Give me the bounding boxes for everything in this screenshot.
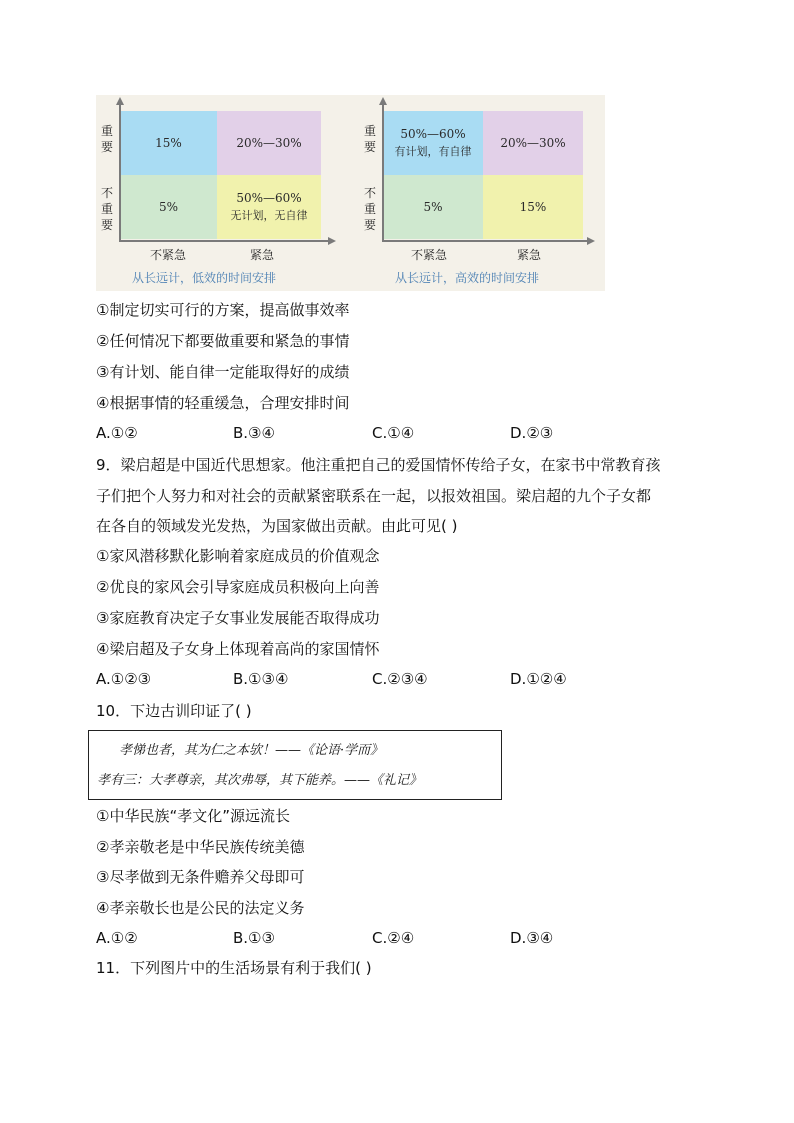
y-label-important: 重要: [100, 124, 113, 154]
q9-stem-line-3: 在各自的领域发光发热，为国家做出贡献。由此可见( ): [96, 517, 458, 535]
y-label-not-important: 不重要: [100, 186, 113, 232]
y-axis: [382, 103, 384, 242]
q8-option-c[interactable]: C.①④: [372, 424, 415, 442]
x-axis: [119, 240, 329, 242]
q8-option-a[interactable]: A.①②: [96, 424, 138, 442]
panel-caption: 从长远计，低效的时间安排: [132, 271, 277, 285]
q11-stem: 11．下列图片中的生活场景有利于我们( ): [96, 959, 372, 977]
panel-caption: 从长远计，高效的时间安排: [395, 271, 540, 285]
q8-statement-2: ②任何情况下都要做重要和紧急的事情: [96, 332, 350, 350]
q10-option-d[interactable]: D.③④: [510, 929, 554, 947]
quadrant-value: 5%: [423, 200, 443, 214]
x-label-not-urgent: 不紧急: [150, 248, 187, 262]
quote-lunyu: 孝悌也者，其为仁之本欤！——《论语·学而》: [119, 743, 384, 758]
q8-option-b[interactable]: B.③④: [233, 424, 275, 442]
q9-option-b[interactable]: B.①③④: [233, 670, 289, 688]
quote-liji: 孝有三：大孝尊亲，其次弗辱，其下能养。——《礼记》: [97, 773, 423, 788]
time-management-figure: [96, 95, 605, 291]
quadrant-not-important-not-urgent: [383, 175, 483, 239]
q9-stem-line-1: 9．梁启超是中国近代思想家。他注重把自己的爱国情怀传给子女，在家书中常教育孩: [96, 456, 661, 474]
quadrant-value: 15%: [519, 200, 547, 214]
quadrant-note: 有计划，有自律: [394, 145, 472, 158]
y-axis-arrow: [379, 97, 387, 105]
quadrant-not-important-urgent: [217, 175, 321, 239]
quadrant-not-important-not-urgent: [120, 175, 217, 239]
quadrant-important-not-urgent: [383, 111, 483, 175]
quadrant-value: 20%—30%: [236, 136, 302, 150]
q9-stem-line-2: 子们把个人努力和对社会的贡献紧密联系在一起，以报效祖国。梁启超的九个子女都: [96, 487, 652, 505]
quadrant-not-important-urgent: [483, 175, 583, 239]
q10-option-b[interactable]: B.①③: [233, 929, 275, 947]
q8-statement-1: ①制定切实可行的方案，提高做事效率: [96, 301, 350, 319]
quadrant-value: 15%: [155, 136, 182, 150]
x-axis: [382, 240, 588, 242]
q8-statement-3: ③有计划、能自律一定能取得好的成绩: [96, 363, 350, 381]
q8-option-d[interactable]: D.②③: [510, 424, 554, 442]
y-axis-arrow: [116, 97, 124, 105]
y-axis: [119, 103, 121, 242]
q9-option-a[interactable]: A.①②③: [96, 670, 152, 688]
quadrant-value: 50%—60%: [236, 191, 302, 205]
q9-statement-4: ④梁启超及子女身上体现着高尚的家国情怀: [96, 640, 380, 658]
q10-statement-3: ③尽孝做到无条件赡养父母即可: [96, 868, 305, 886]
low-efficiency-panel: [96, 95, 346, 291]
classical-quote-box: [88, 730, 502, 800]
y-label-not-important: 不重要: [363, 186, 376, 232]
quadrant-important-urgent: [217, 111, 321, 175]
q8-statement-4: ④根据事情的轻重缓急，合理安排时间: [96, 394, 350, 412]
x-label-urgent: 紧急: [517, 248, 542, 262]
q9-option-c[interactable]: C.②③④: [372, 670, 428, 688]
q9-statement-2: ②优良的家风会引导家庭成员积极向上向善: [96, 578, 380, 596]
q10-stem: 10．下边古训印证了( ): [96, 702, 252, 720]
x-label-not-urgent: 不紧急: [411, 248, 448, 262]
q9-statement-1: ①家风潜移默化影响着家庭成员的价值观念: [96, 547, 380, 565]
q9-option-d[interactable]: D.①②④: [510, 670, 567, 688]
quadrant-value: 20%—30%: [500, 136, 566, 150]
quadrant-value: 5%: [158, 200, 179, 214]
y-label-important: 重要: [363, 124, 376, 154]
x-label-urgent: 紧急: [250, 248, 275, 262]
q10-option-c[interactable]: C.②④: [372, 929, 415, 947]
quadrant-value: 50%—60%: [400, 127, 466, 141]
high-efficiency-panel: [355, 95, 605, 291]
q10-statement-2: ②孝亲敬老是中华民族传统美德: [96, 838, 305, 856]
q10-statement-1: ①中华民族“孝文化”源远流长: [96, 807, 290, 825]
quadrant-important-not-urgent: [120, 111, 217, 175]
quadrant-note: 无计划，无自律: [230, 209, 308, 222]
q10-option-a[interactable]: A.①②: [96, 929, 138, 947]
q10-statement-4: ④孝亲敬长也是公民的法定义务: [96, 899, 305, 917]
x-axis-arrow: [328, 237, 336, 245]
q9-statement-3: ③家庭教育决定子女事业发展能否取得成功: [96, 609, 380, 627]
quadrant-important-urgent: [483, 111, 583, 175]
x-axis-arrow: [587, 237, 595, 245]
